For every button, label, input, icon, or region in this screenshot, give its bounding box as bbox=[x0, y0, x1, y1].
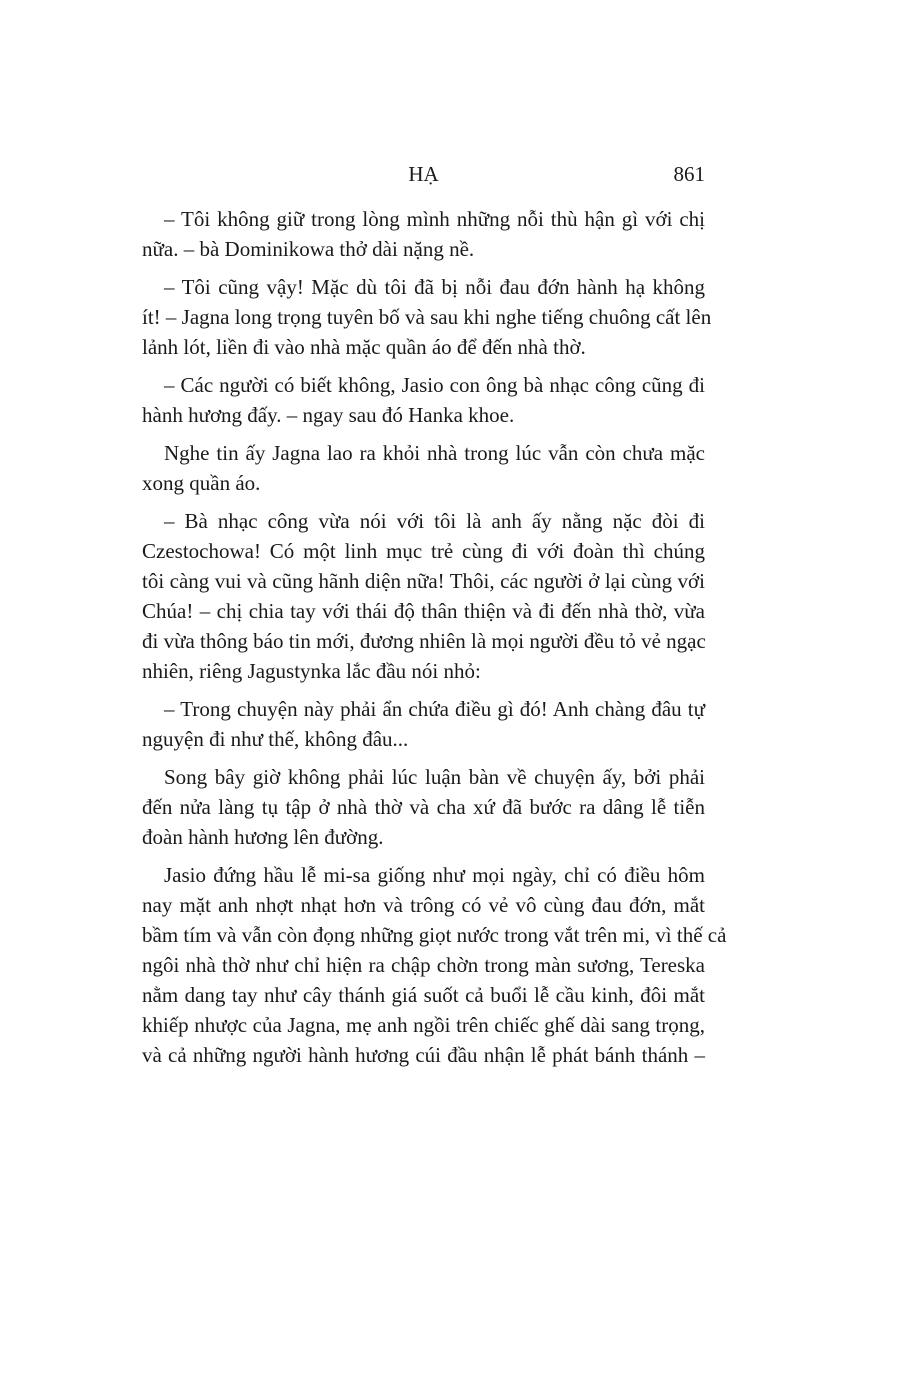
text-line: Chúa! – chị chia tay với thái độ thân thiện và đi đến nhà thờ, vừa bbox=[142, 599, 705, 623]
text-line: Nghe tin ấy Jagna lao ra khỏi nhà trong lúc vẫn còn chưa mặc bbox=[164, 441, 705, 465]
text-line: hành hương đấy. – ngay sau đó Hanka khoe. bbox=[142, 403, 515, 427]
text-line: – Tôi không giữ trong lòng mình những nỗi thù hận gì với chị bbox=[164, 207, 705, 231]
text-line: nằm dang tay như cây thánh giá suốt cả buổi lễ cầu kinh, đôi mắt bbox=[142, 983, 705, 1007]
text-line: đi vừa thông báo tin mới, đương nhiên là mọi người đều tỏ vẻ ngạc bbox=[142, 629, 706, 653]
text-line: xong quần áo. bbox=[142, 471, 261, 495]
text-line: Song bây giờ không phải lúc luận bàn về chuyện ấy, bởi phải bbox=[164, 765, 705, 789]
text-line: – Bà nhạc công vừa nói với tôi là anh ấy nằng nặc đòi đi bbox=[164, 509, 705, 533]
text-line: đến nửa làng tụ tập ở nhà thờ và cha xứ đã bước ra dâng lễ tiễn bbox=[142, 795, 705, 819]
paragraph bbox=[142, 438, 705, 498]
text-line: Jasio đứng hầu lễ mi-sa giống như mọi ngày, chỉ có điều hôm bbox=[164, 863, 705, 887]
page-number: 861 bbox=[673, 162, 705, 186]
paragraph bbox=[142, 762, 705, 852]
text-line: nữa. – bà Dominikowa thở dài nặng nề. bbox=[142, 237, 475, 261]
text-line: nay mặt anh nhợt nhạt hơn và trông có vẻ vô cùng đau đớn, mắt bbox=[142, 893, 705, 917]
paragraph bbox=[142, 370, 705, 430]
text-line: – Tôi cũng vậy! Mặc dù tôi đã bị nỗi đau đớn hành hạ không bbox=[164, 275, 705, 299]
text-line: ngôi nhà thờ như chỉ hiện ra chập chờn trong màn sương, Tereska bbox=[142, 953, 705, 977]
text-line: – Các người có biết không, Jasio con ông bà nhạc công cũng đi bbox=[164, 373, 705, 397]
text-line: ít! – Jagna long trọng tuyên bố và sau khi nghe tiếng chuông cất lên bbox=[142, 305, 712, 329]
text-line: và cả những người hành hương cúi đầu nhận lễ phát bánh thánh – bbox=[142, 1043, 705, 1067]
text-line: bầm tím và vẫn còn đọng những giọt nước trong vắt trên mi, vì thế cả bbox=[142, 923, 727, 947]
text-line: tôi càng vui và cũng hãnh diện nữa! Thôi, các người ở lại cùng với bbox=[142, 569, 705, 593]
paragraph bbox=[142, 272, 712, 362]
text-line: đoàn hành hương lên đường. bbox=[142, 825, 384, 849]
running-title: HẠ bbox=[408, 162, 439, 186]
paragraph bbox=[142, 860, 727, 1070]
text-line: nhiên, riêng Jagustynka lắc đầu nói nhỏ: bbox=[142, 659, 481, 683]
page-header bbox=[142, 162, 705, 192]
text-line: – Trong chuyện này phải ẩn chứa điều gì đó! Anh chàng đâu tự bbox=[164, 697, 705, 721]
text-line: khiếp nhược của Jagna, mẹ anh ngồi trên chiếc ghế dài sang trọng, bbox=[142, 1013, 705, 1037]
paragraph bbox=[142, 694, 705, 754]
text-line: lảnh lót, liền đi vào nhà mặc quần áo để đến nhà thờ. bbox=[142, 335, 586, 359]
text-line: nguyện đi như thế, không đâu... bbox=[142, 727, 409, 751]
text-line: Czestochowa! Có một linh mục trẻ cùng đi với đoàn thì chúng bbox=[142, 539, 705, 563]
paragraph bbox=[142, 204, 705, 264]
body-text bbox=[142, 204, 727, 1078]
paragraph bbox=[142, 506, 705, 686]
